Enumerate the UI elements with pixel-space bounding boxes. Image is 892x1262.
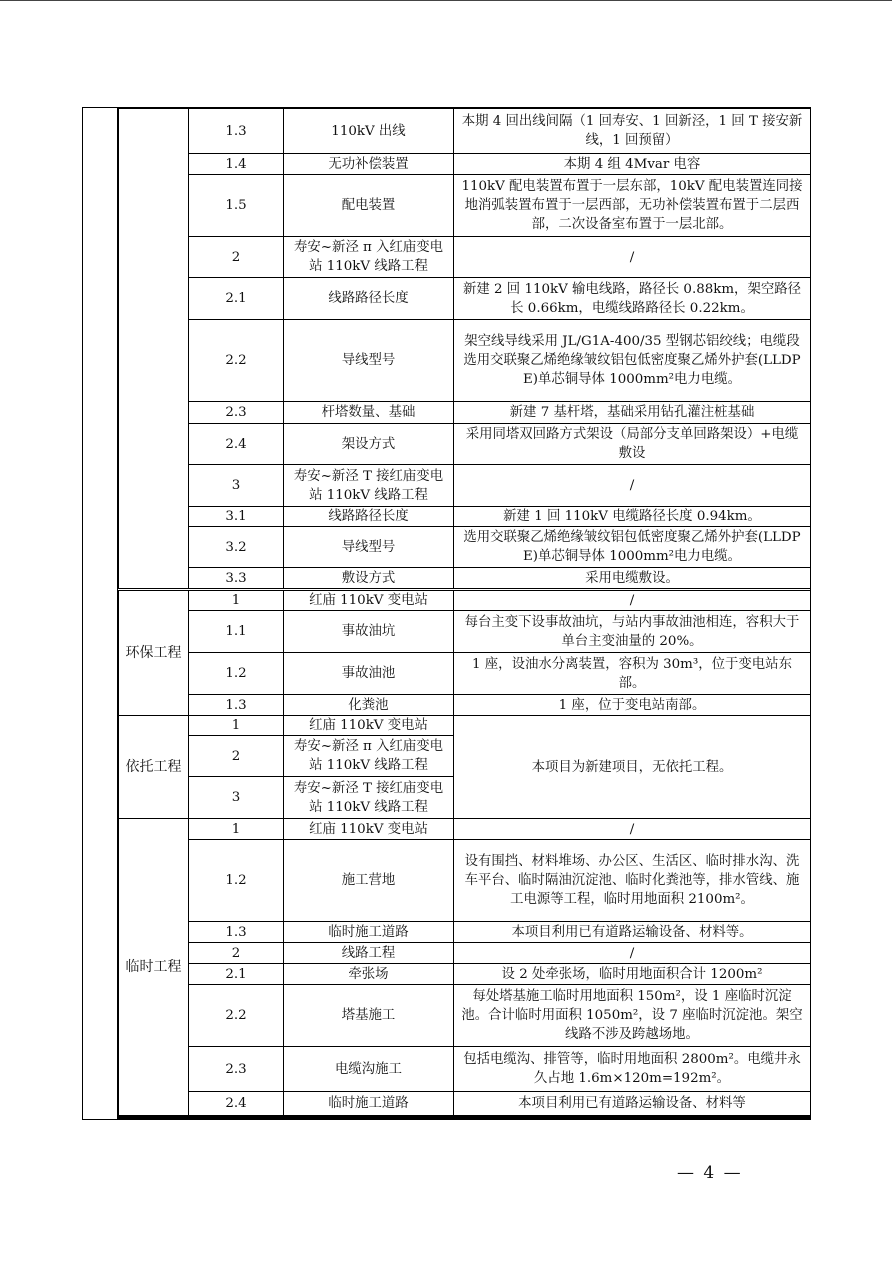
outer-category-column — [83, 108, 118, 1119]
row-number: 2.1 — [189, 964, 284, 985]
category-temporary: 临时工程 — [119, 819, 189, 1116]
table-row — [119, 964, 811, 985]
row-description: / — [454, 237, 811, 278]
row-item: 110kV 出线 — [284, 109, 454, 154]
row-item: 事故油池 — [284, 653, 454, 695]
project-table-lower — [118, 590, 811, 1116]
row-item: 塔基施工 — [284, 985, 454, 1047]
row-item: 线路工程 — [284, 943, 454, 964]
row-number: 1.2 — [189, 840, 284, 922]
table-row — [119, 278, 811, 320]
row-description: / — [454, 943, 811, 964]
row-item: 寿安~新泾 π 入红庙变电站 110kV 线路工程 — [284, 237, 454, 278]
row-description: 本项目利用已有道路运输设备、材料等。 — [454, 922, 811, 943]
row-number: 3.3 — [189, 568, 284, 589]
row-description: 新建 1 回 110kV 电缆路径长度 0.94km。 — [454, 507, 811, 527]
row-item: 导线型号 — [284, 527, 454, 568]
table-row — [119, 985, 811, 1047]
row-item: 导线型号 — [284, 320, 454, 402]
row-number: 1.4 — [189, 154, 284, 175]
table-row — [119, 1047, 811, 1092]
dependency-description: 本项目为新建项目，无依托工程。 — [454, 716, 811, 819]
row-description: 包括电缆沟、排管等，临时用地面积 2800m²。电缆井永久占地 1.6m×120m=192m²。 — [454, 1047, 811, 1092]
table-row — [119, 237, 811, 278]
table-row — [119, 922, 811, 943]
row-item: 寿安~新泾 T 接红庙变电站 110kV 线路工程 — [284, 777, 454, 819]
row-number: 2.2 — [189, 985, 284, 1047]
table-row — [119, 507, 811, 527]
row-number: 1 — [189, 819, 284, 840]
row-number: 1.3 — [189, 695, 284, 716]
row-description: / — [454, 819, 811, 840]
table-bottom-rule — [118, 1116, 810, 1119]
row-item: 无功补偿装置 — [284, 154, 454, 175]
table-row — [119, 716, 811, 736]
row-description: 采用同塔双回路方式架设（局部分支单回路架设）+电缆敷设 — [454, 424, 811, 465]
row-description: 本期 4 回出线间隔（1 回寿安、1 回新泾，1 回 T 接安新线，1 回预留） — [454, 109, 811, 154]
row-number: 2 — [189, 736, 284, 777]
row-description: 本期 4 组 4Mvar 电容 — [454, 154, 811, 175]
row-item: 寿安~新泾 T 接红庙变电站 110kV 线路工程 — [284, 465, 454, 507]
row-item: 化粪池 — [284, 695, 454, 716]
table-row — [119, 943, 811, 964]
row-item: 临时施工道路 — [284, 1092, 454, 1116]
table-row — [119, 154, 811, 175]
table-row — [119, 695, 811, 716]
row-item: 杆塔数量、基础 — [284, 402, 454, 424]
row-number: 1 — [189, 716, 284, 736]
row-number: 2 — [189, 943, 284, 964]
row-number: 2 — [189, 237, 284, 278]
row-description: / — [454, 465, 811, 507]
table-row — [119, 465, 811, 507]
row-item: 寿安~新泾 π 入红庙变电站 110kV 线路工程 — [284, 736, 454, 777]
row-number: 2.3 — [189, 1047, 284, 1092]
row-number: 1.2 — [189, 653, 284, 695]
row-item: 事故油坑 — [284, 611, 454, 653]
row-description: 新建 7 基杆塔，基础采用钻孔灌注桩基础 — [454, 402, 811, 424]
row-number: 3.1 — [189, 507, 284, 527]
page-number: — 4 — — [677, 1163, 743, 1183]
row-item: 牵张场 — [284, 964, 454, 985]
table-row — [119, 527, 811, 568]
row-item: 线路路径长度 — [284, 278, 454, 320]
row-item: 电缆沟施工 — [284, 1047, 454, 1092]
row-item: 敷设方式 — [284, 568, 454, 589]
category-dependency: 依托工程 — [119, 716, 189, 819]
row-number: 1.1 — [189, 611, 284, 653]
table-row — [119, 109, 811, 154]
row-item: 红庙 110kV 变电站 — [284, 819, 454, 840]
table-row — [119, 175, 811, 237]
row-item: 线路路径长度 — [284, 507, 454, 527]
row-number: 3 — [189, 465, 284, 507]
table-row — [119, 402, 811, 424]
table-row — [119, 320, 811, 402]
table-row — [119, 568, 811, 589]
row-number: 1.3 — [189, 922, 284, 943]
row-item: 架设方式 — [284, 424, 454, 465]
page-top-rule — [0, 0, 892, 1]
row-description: 设有围挡、材料堆场、办公区、生活区、临时排水沟、洗车平台、临时隔油沉淀池、临时化粪池等，排水管线、施工电源等工程，临时用地面积 2100m²。 — [454, 840, 811, 922]
row-item: 临时施工道路 — [284, 922, 454, 943]
row-item: 施工营地 — [284, 840, 454, 922]
row-number: 1.3 — [189, 109, 284, 154]
table-row — [119, 591, 811, 611]
row-description: 1 座，设油水分离装置，容积为 30m³，位于变电站东部。 — [454, 653, 811, 695]
row-number: 2.4 — [189, 424, 284, 465]
row-description: 每处塔基施工临时用地面积 150m²，设 1 座临时沉淀池。合计临时用面积 1050m²，设 7 座临时沉淀池。架空线路不涉及跨越场地。 — [454, 985, 811, 1047]
row-description: 110kV 配电装置布置于一层东部，10kV 配电装置连同接地消弧装置布置于一层西部，无功补偿装置布置于二层西部，二次设备室布置于一层北部。 — [454, 175, 811, 237]
category-cell-main — [119, 109, 189, 589]
row-description: 架空线导线采用 JL/G1A-400/35 型钢芯铝绞线；电缆段选用交联聚乙烯绝缘皱纹铝包低密度聚乙烯外护套(LLDPE)单芯铜导体 1000mm²电力电缆。 — [454, 320, 811, 402]
row-number: 1 — [189, 591, 284, 611]
row-description: 每台主变下设事故油坑，与站内事故油池相连，容积大于单台主变油量的 20%。 — [454, 611, 811, 653]
row-number: 2.1 — [189, 278, 284, 320]
project-composition-table — [82, 107, 811, 1120]
row-item: 配电装置 — [284, 175, 454, 237]
table-row — [119, 653, 811, 695]
row-number: 3.2 — [189, 527, 284, 568]
row-description: / — [454, 591, 811, 611]
row-description: 设 2 处牵张场，临时用地面积合计 1200m² — [454, 964, 811, 985]
table-row — [119, 840, 811, 922]
row-item: 红庙 110kV 变电站 — [284, 716, 454, 736]
row-number: 1.5 — [189, 175, 284, 237]
row-description: 新建 2 回 110kV 输电线路，路径长 0.88km，架空路径长 0.66km，电缆线路路径长 0.22km。 — [454, 278, 811, 320]
table-row — [119, 819, 811, 840]
row-number: 3 — [189, 777, 284, 819]
row-number: 2.4 — [189, 1092, 284, 1116]
category-environmental: 环保工程 — [119, 591, 189, 716]
table-row — [119, 424, 811, 465]
row-item: 红庙 110kV 变电站 — [284, 591, 454, 611]
project-table — [118, 108, 811, 589]
row-number: 2.2 — [189, 320, 284, 402]
row-description: 本项目利用已有道路运输设备、材料等 — [454, 1092, 811, 1116]
row-description: 选用交联聚乙烯绝缘皱纹铝包低密度聚乙烯外护套(LLDPE)单芯铜导体 1000mm²电力电缆。 — [454, 527, 811, 568]
table-row — [119, 611, 811, 653]
row-number: 2.3 — [189, 402, 284, 424]
row-description: 采用电缆敷设。 — [454, 568, 811, 589]
table-row — [119, 1092, 811, 1116]
row-description: 1 座，位于变电站南部。 — [454, 695, 811, 716]
